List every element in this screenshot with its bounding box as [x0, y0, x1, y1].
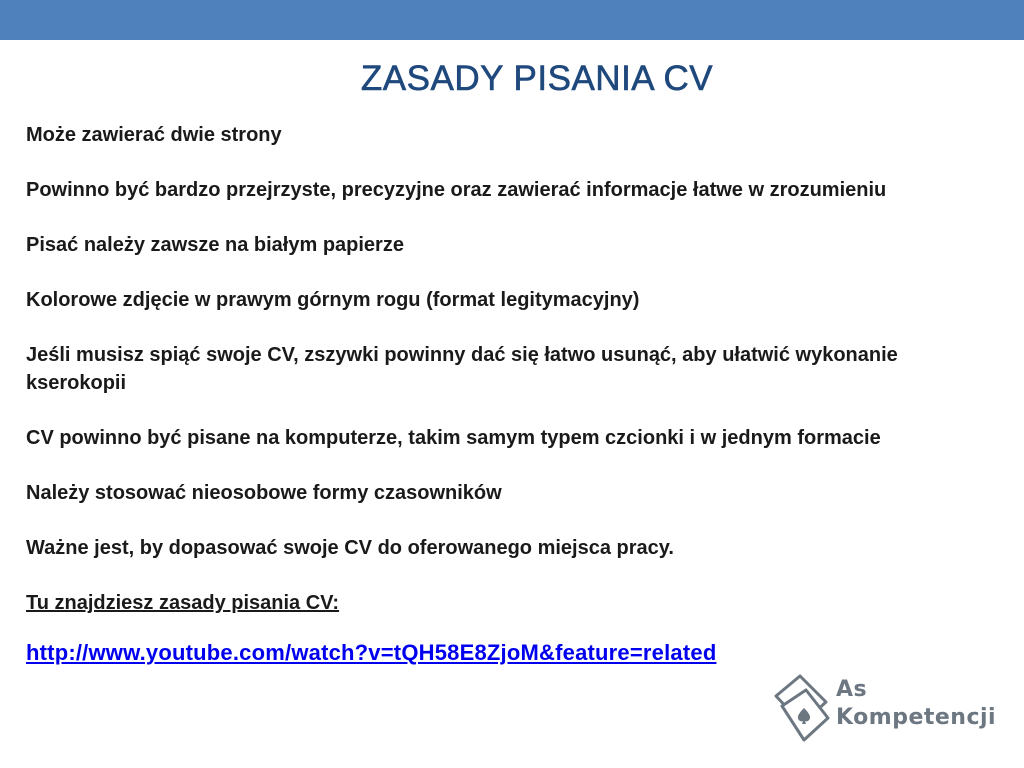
logo-wordmark: [836, 676, 996, 732]
bullet-item: Należy stosować nieosobowe formy czasowników: [26, 482, 502, 504]
bullet-item: Jeśli musisz spiąć swoje CV, zszywki powinny dać się łatwo usunąć, aby ułatwić wykonanie kserokopii: [26, 344, 898, 394]
spade-card-icon: [770, 672, 832, 746]
bullet-list: [26, 121, 1001, 668]
top-accent-bar: [0, 0, 1024, 40]
link-line: [26, 639, 1001, 668]
bullet-item: Ważne jest, by dopasować swoje CV do oferowanego miejsca pracy.: [26, 537, 674, 559]
as-kompetencji-logo: [770, 672, 1000, 752]
bullet-item: Pisać należy zawsze na białym papierze: [26, 234, 404, 256]
bullet-item: CV powinno być pisane na komputerze, takim samym typem czcionki i w jednym formacie: [26, 427, 881, 449]
bullet-item: Kolorowe zdjęcie w prawym górnym rogu (format legitymacyjny): [26, 289, 640, 311]
youtube-link[interactable]: http://www.youtube.com/watch?v=tQH58E8ZjoM&feature=related: [26, 640, 717, 665]
logo-line-1: As: [836, 677, 868, 702]
bullet-item: Powinno być bardzo przejrzyste, precyzyjne oraz zawierać informacje łatwe w zrozumieniu: [26, 179, 887, 201]
slide-title: ZASADY PISANIA CV: [360, 59, 714, 98]
link-intro-text: Tu znajdziesz zasady pisania CV:: [26, 592, 340, 614]
logo-line-2: Kompetencji: [836, 705, 997, 730]
bullet-item: Może zawierać dwie strony: [26, 124, 282, 146]
